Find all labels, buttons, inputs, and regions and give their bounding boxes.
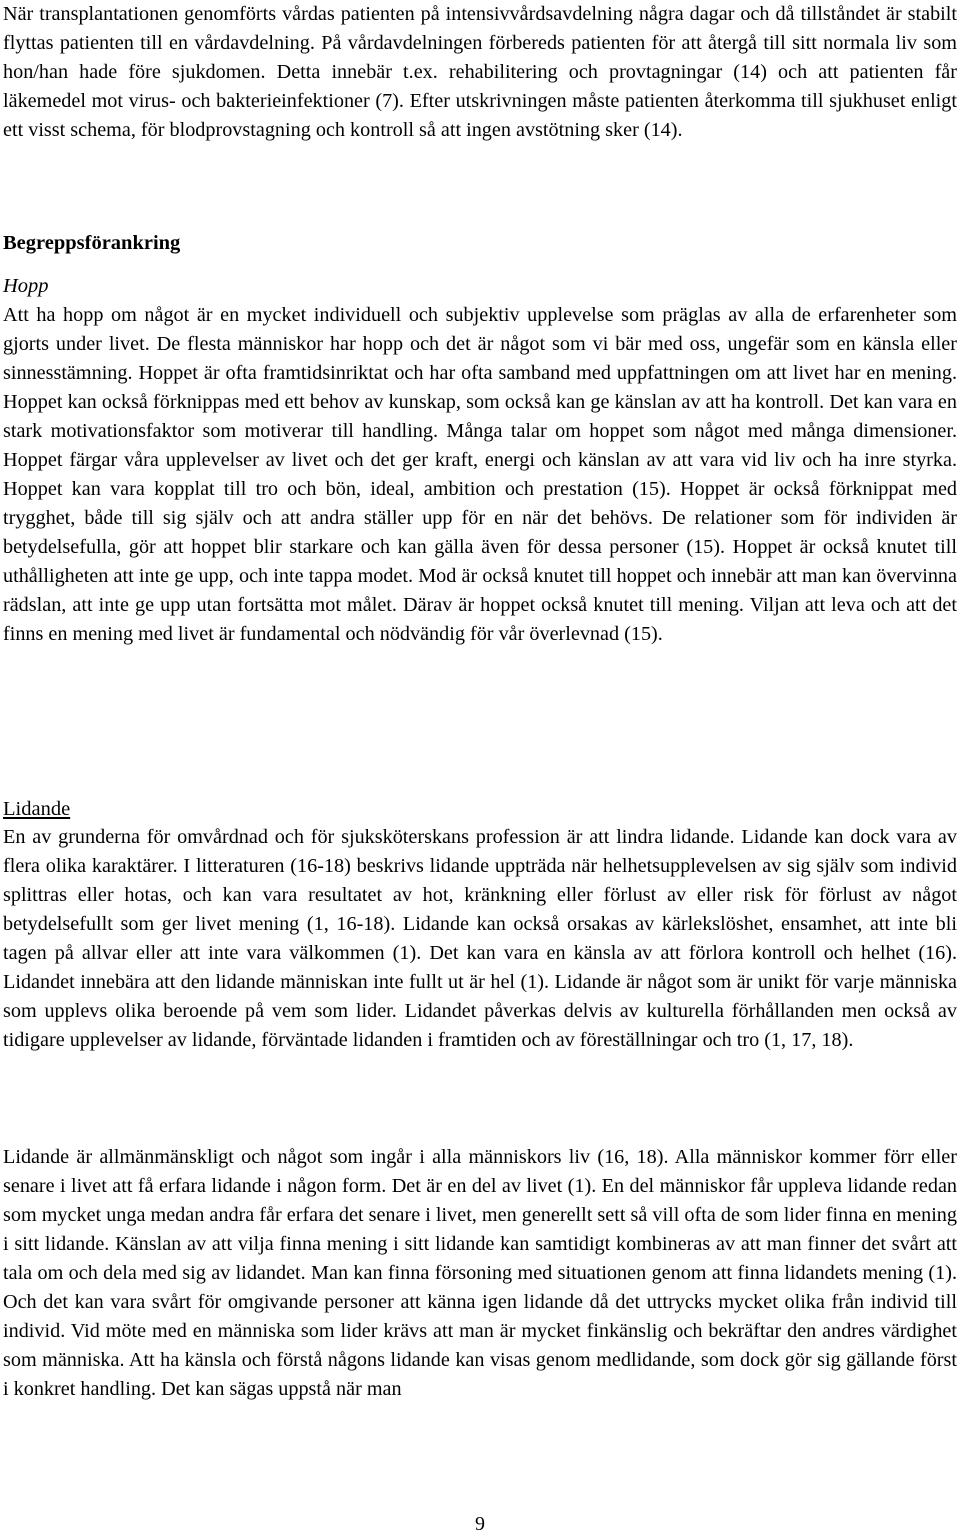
section-heading: Begreppsförankring: [3, 232, 181, 254]
lidande-paragraph-1: En av grunderna för omvårdnad och för sjuksköterskans profession är att lindra lidande. Lidande kan dock vara av flera olika karaktärer. I litteraturen (16-18) beskrivs lidande uppträda när helhetsupplevelsen av sig själv som individ splittras eller hotas, och kan vara resultatet av hot, kränkning eller förlust av eller risk för förlust av något betydelsefullt som ger livet mening (1, 16-18). Lidande kan också orsakas av kärlekslöshet, ensamhet, att inte bli tagen på allvar eller att inte vara välkommen (1). Det kan vara en känsla av att förlora kontroll och helhet (16). Lidandet innebära att den lidande människan inte fullt ut är hel (1). Lidande är något som är unikt för varje människa som upplevs olika beroende på vem som lider. Lidandet påverkas delvis av kulturella förhållanden men också av tidigare upplevelser av lidande, förväntade lidanden i framtiden och av föreställningar och tro (1, 17, 18).: [3, 826, 957, 1051]
subheading-lidande: Lidande: [3, 798, 71, 820]
hopp-paragraph: Att ha hopp om något är en mycket individuell och subjektiv upplevelse som präglas av alla de erfarenheter som gjorts under livet. De flesta människor har hopp och det är något som vi bär med oss, ungefär som en känsla eller sinnesstämning. Hoppet är ofta framtidsinriktat och har ofta samband med uppfattningen om att livet har en mening. Hoppet kan också förknippas med ett behov av kunskap, som också kan ge känslan av att ha kontroll. Det kan vara en stark motivationsfaktor som motiverar till handling. Många talar om hoppet som något med många dimensioner. Hoppet färgar våra upplevelser av livet och det ger kraft, energi och känslan av att vara vid liv och ha inre styrka. Hoppet kan vara kopplat till tro och bön, ideal, ambition och prestation (15). Hoppet är också förknippat med trygghet, både till sig själv och att andra ställer upp för en när det behövs. De relationer som för individen är betydelsefulla, gör att hoppet blir starkare och kan gälla även för dessa personer (15). Hoppet är också knutet till uthålligheten att inte ge upp, och inte tappa modet. Mod är också knutet till hoppet och innebär att man kan övervinna rädslan, att inte ge upp utan fortsätta mot målet. Därav är hoppet också knutet till mening. Viljan att leva och att det finns en mening med livet är fundamental och nödvändig för vår överlevnad (15).: [3, 304, 957, 645]
intro-paragraph: När transplantationen genomförts vårdas patienten på intensivvårdsavdelning några dagar och då tillståndet är stabilt flyttas patienten till en vårdavdelning. På vårdavdelningen förbereds patienten för att återgå till sitt normala liv som hon/han hade före sjukdomen. Detta innebär t.ex. rehabilitering och provtagningar (14) och att patienten får läkemedel mot virus- och bakterieinfektioner (7). Efter utskrivningen måste patienten återkomma till sjukhuset enligt ett visst schema, för blodprovstagning och kontroll så att ingen avstötning sker (14).: [3, 3, 957, 141]
lidande-paragraph-2: Lidande är allmänmänskligt och något som ingår i alla människors liv (16, 18). Alla människor kommer förr eller senare i livet att få erfara lidande i någon form. Det är en del av livet (1). En del människor får uppleva lidande redan som mycket unga medan andra får erfara det senare i livet, men generellt sett så vill ofta de som lider finna en mening i sitt lidande. Känslan av att vilja finna mening i sitt lidande kan samtidigt kombineras av att man finner det svårt att tala om och dela med sig av lidandet. Man kan finna försoning med situationen genom att finna lidandets mening (1). Och det kan vara svårt för omgivande personer att känna igen lidande då det uttrycks mycket olika från individ till individ. Vid möte med en människa som lider krävs att man är mycket finkänslig och bekräftar den andres värdighet som människa. Att ha känsla och förstå någons lidande kan visas genom medlidande, som dock gör sig gällande först i konkret handling. Det kan sägas uppstå när man: [3, 1146, 957, 1400]
page-number: 9: [475, 1513, 485, 1535]
subheading-hopp: Hopp: [3, 275, 49, 297]
